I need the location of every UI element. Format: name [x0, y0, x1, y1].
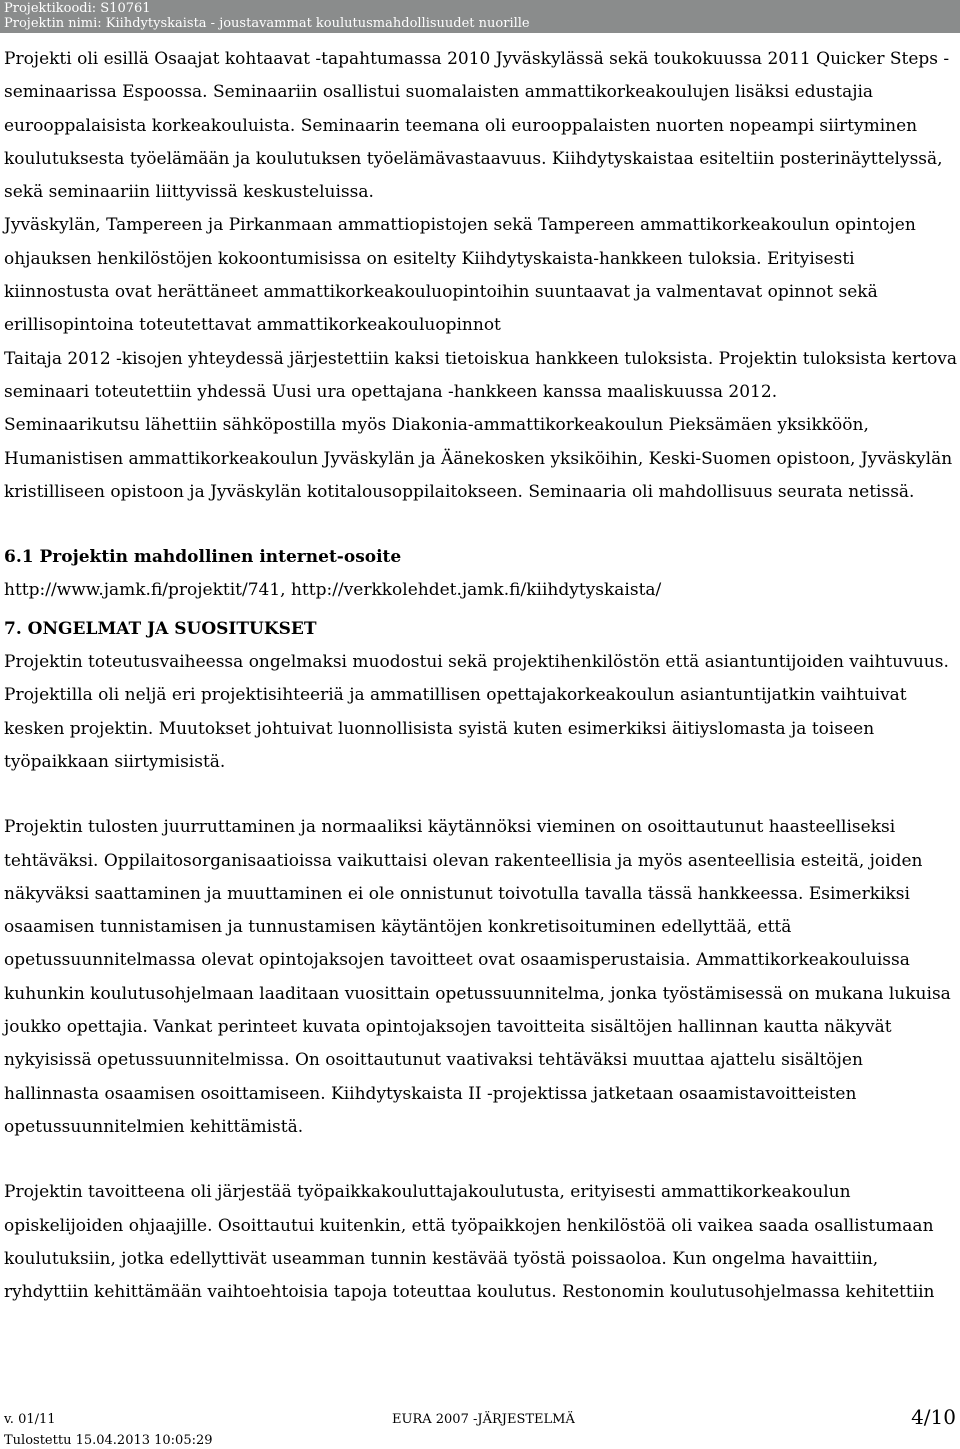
project-name: Projektin nimi: Kiihdytyskaista - joustavammat koulutusmahdollisuudet nuorille — [4, 16, 530, 31]
paragraph: Projekti oli esillä Osaajat kohtaavat -tapahtumassa 2010 Jyväskylässä sekä toukokuussa 2011 Quicker Steps -seminaarissa Espoossa. Seminaariin osallistui suomalaisten ammattikorkeakoulujen lisäksi edustajia eurooppalaisista korkeakouluista. Seminaarin teemana oli eurooppalaisten nuorten nopeampi siirtyminen koulutuksesta työelämään ja koulutuksen työelämävastaavuus. Kiihdytyskaistaa esiteltiin posterinäyttelyssä, sekä seminaariin liittyvissä keskusteluissa. — [4, 49, 950, 203]
page-footer — [0, 1405, 960, 1449]
document-body — [4, 43, 958, 1309]
version-label: v. 01/11 — [4, 1412, 56, 1427]
project-code: Projektikoodi: S10761 — [4, 1, 151, 16]
section-heading-7: 7. ONGELMAT JA SUOSITUKSET — [4, 618, 317, 639]
page-header — [0, 0, 960, 33]
project-urls: http://www.jamk.fi/projektit/741, http://verkkolehdet.jamk.fi/kiihdytyskaista/ — [4, 580, 662, 601]
paragraph: Projektin toteutusvaiheessa ongelmaksi muodostui sekä projektihenkilöstön että asiantuntijoiden vaihtuvuus. Projektilla oli neljä eri projektisihteeriä ja ammatillisen opettajakorkeakoulun asiantuntijatkin vaihtuivat kesken projektin. Muutokset johtuivat luonnollisista syistä kuten esimerkiksi äitiyslomasta ja toiseen työpaikkaan siirtymisistä. — [4, 652, 949, 772]
paragraph: Jyväskylän, Tampereen ja Pirkanmaan ammattiopistojen sekä Tampereen ammattikorkeakoulun opintojen ohjauksen henkilöstöjen kokoontumisissa on esitelty Kiihdytyskaista-hankkeen tuloksia. Erityisesti kiinnostusta ovat herättäneet ammattikorkeakouluopintoihin suuntaavat ja valmentavat opinnot sekä erillisopintoina toteutettavat ammattikorkeakouluopinnot — [4, 215, 916, 336]
paragraph: Taitaja 2012 -kisojen yhteydessä järjestettiin kaksi tietoiskua hankkeen tuloksista. Projektin tuloksista kertova seminaari toteutettiin yhdessä Uusi ura opettajana -hankkeen kanssa maaliskuussa 2012. — [4, 348, 958, 402]
paragraph: Projektin tulosten juurruttaminen ja normaaliksi käytännöksi vieminen on osoittautunut haasteelliseksi tehtäväksi. Oppilaitosorganisaatioissa vaikuttaisi olevan rakenteellisia ja myös asenteellisia esteitä, joiden näkyväksi saattaminen ja muuttaminen ei ole onnistunut toivotulla tavalla tässä hankkeessa. Esimerkiksi osaamisen tunnistamisen ja tunnustamisen käytäntöjen konkretisoituminen edellyttää, että opetussuunnitelmassa olevat opintojaksojen tavoitteet ovat osaamisperustaisia. Ammattikorkeakouluissa kuhunkin koulutusohjelmaan laaditaan vuosittain opetussuunnitelma, jonka työstämisessä on mukana lukuisa joukko opettajia. Vankat perinteet kuvata opintojaksojen tavoitteita sisältöjen hallinnan kautta näkyvät nykyisissä opetussuunnitelmissa. On osoittautunut vaativaksi tehtäväksi muuttaa ajattelu sisältöjen hallinnasta osaamisen osoittamiseen. Kiihdytyskaista II -projektissa jatketaan osaamistavoitteisten opetussuunnitelmien kehittämistä. — [4, 817, 951, 1137]
system-name: EURA 2007 -JÄRJESTELMÄ — [392, 1412, 575, 1427]
paragraph: Projektin tavoitteena oli järjestää työpaikkakouluttajakoulutusta, erityisesti ammattikorkeakoulun opiskelijoiden ohjaajille. Osoittautui kuitenkin, että työpaikkojen henkilöstöä oli vaikea saada osallistumaan koulutuksiin, jotka edellyttivät useamman tunnin kestävää työstä poissaoloa. Kun ongelma havaittiin, ryhdyttiin kehittämään vaihtoehtoisia tapoja toteuttaa koulutus. Restonomin koulutusohjelmassa kehitettiin — [4, 1182, 935, 1303]
page-number: 4/10 — [911, 1405, 956, 1429]
printed-timestamp: Tulostettu 15.04.2013 10:05:29 — [4, 1433, 213, 1448]
section-heading-6-1: 6.1 Projektin mahdollinen internet-osoite — [4, 547, 402, 568]
paragraph: Seminaarikutsu lähettiin sähköpostilla myös Diakonia-ammattikorkeakoulun Pieksämäen yksikköön, Humanistisen ammattikorkeakoulun Jyväskylän ja Äänekosken yksiköihin, Keski-Suomen opistoon, Jyväskylän kristilliseen opistoon ja Jyväskylän kotitalousoppilaitokseen. Seminaaria oli mahdollisuus seurata netissä. — [4, 415, 953, 502]
